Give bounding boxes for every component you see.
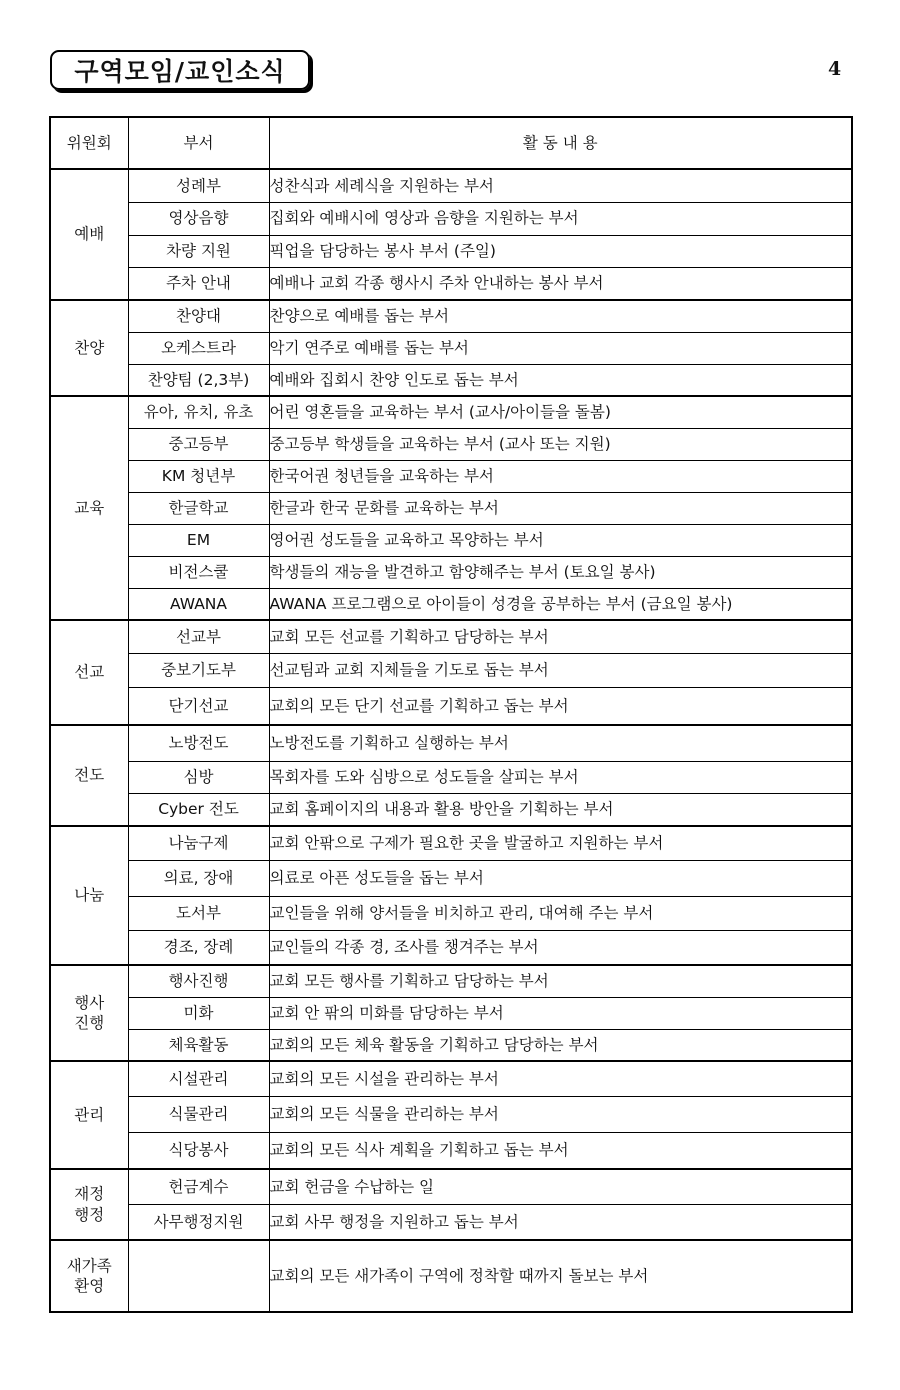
committee-group: [50, 725, 852, 826]
department-cell: 심방: [128, 761, 269, 793]
table-row: [50, 1132, 852, 1169]
column-header-committee: 위원회: [50, 117, 128, 169]
table-row: [50, 860, 852, 896]
activity-cell: 교회의 모든 시설을 관리하는 부서: [269, 1061, 852, 1096]
activity-cell: 교회 안팎으로 구제가 필요한 곳을 발굴하고 지원하는 부서: [269, 826, 852, 860]
department-cell: 주차 안내: [128, 267, 269, 300]
department-cell: 식당봉사: [128, 1132, 269, 1169]
table-row: [50, 588, 852, 620]
department-cell: [128, 1240, 269, 1312]
committee-cell: 관리: [50, 1061, 128, 1169]
table-row: [50, 826, 852, 860]
department-cell: EM: [128, 524, 269, 556]
table-row: [50, 202, 852, 235]
section-title-box: [50, 50, 310, 90]
table-row: [50, 687, 852, 725]
department-cell: 의료, 장애: [128, 860, 269, 896]
activity-cell: 중고등부 학생들을 교육하는 부서 (교사 또는 지원): [269, 428, 852, 460]
department-cell: 미화: [128, 997, 269, 1029]
department-cell: 나눔구제: [128, 826, 269, 860]
activity-cell: 어린 영혼들을 교육하는 부서 (교사/아이들을 돌봄): [269, 396, 852, 428]
committee-group: [50, 620, 852, 725]
activity-cell: 영어권 성도들을 교육하고 목양하는 부서: [269, 524, 852, 556]
department-cell: 한글학교: [128, 492, 269, 524]
activity-cell: 집회와 예배시에 영상과 음향을 지원하는 부서: [269, 202, 852, 235]
activity-cell: 찬양으로 예배를 돕는 부서: [269, 300, 852, 332]
committee-cell: 예배: [50, 169, 128, 300]
activity-cell: 교인들을 위해 양서들을 비치하고 관리, 대여해 주는 부서: [269, 896, 852, 930]
activity-cell: 교회 모든 행사를 기획하고 담당하는 부서: [269, 965, 852, 997]
department-cell: 차량 지원: [128, 235, 269, 267]
department-cell: 경조, 장례: [128, 930, 269, 965]
activity-cell: 교회의 모든 식사 계획을 기획하고 돕는 부서: [269, 1132, 852, 1169]
committee-group: [50, 1061, 852, 1169]
activity-cell: AWANA 프로그램으로 아이들이 성경을 공부하는 부서 (금요일 봉사): [269, 588, 852, 620]
activity-cell: 교회 헌금을 수납하는 일: [269, 1169, 852, 1204]
activity-cell: 예배나 교회 각종 행사시 주차 안내하는 봉사 부서: [269, 267, 852, 300]
table-row: [50, 653, 852, 687]
table-row: [50, 793, 852, 826]
department-cell: 사무행정지원: [128, 1204, 269, 1240]
department-cell: 찬양대: [128, 300, 269, 332]
activity-cell: 예배와 집회시 찬양 인도로 돕는 부서: [269, 364, 852, 396]
department-cell: 유아, 유치, 유초: [128, 396, 269, 428]
department-cell: 비전스쿨: [128, 556, 269, 588]
department-cell: 식물관리: [128, 1096, 269, 1132]
committee-group: [50, 1169, 852, 1240]
department-cell: 오케스트라: [128, 332, 269, 364]
table-row: [50, 300, 852, 332]
activity-cell: 한국어권 청년들을 교육하는 부서: [269, 460, 852, 492]
activity-cell: 교회 모든 선교를 기획하고 담당하는 부서: [269, 620, 852, 653]
department-cell: 성례부: [128, 169, 269, 202]
department-cell: 도서부: [128, 896, 269, 930]
table-row: [50, 169, 852, 202]
department-cell: 영상음향: [128, 202, 269, 235]
department-table: [49, 116, 853, 1313]
department-cell: 중보기도부: [128, 653, 269, 687]
activity-cell: 의료로 아픈 성도들을 돕는 부서: [269, 860, 852, 896]
committee-cell: 행사 진행: [50, 965, 128, 1061]
section-title: 구역모임/교인소식: [74, 57, 286, 86]
table-row: [50, 267, 852, 300]
table-row: [50, 896, 852, 930]
table-row: [50, 761, 852, 793]
table-row: [50, 965, 852, 997]
activity-cell: 교회의 모든 새가족이 구역에 정착할 때까지 돌보는 부서: [269, 1240, 852, 1312]
activity-cell: 교회의 모든 식물을 관리하는 부서: [269, 1096, 852, 1132]
committee-cell: 재정 행정: [50, 1169, 128, 1240]
activity-cell: 교회 사무 행정을 지원하고 돕는 부서: [269, 1204, 852, 1240]
activity-cell: 학생들의 재능을 발견하고 함양해주는 부서 (토요일 봉사): [269, 556, 852, 588]
table-row: [50, 1240, 852, 1312]
activity-cell: 목회자를 도와 심방으로 성도들을 살피는 부서: [269, 761, 852, 793]
department-cell: 노방전도: [128, 725, 269, 761]
activity-cell: 교회의 모든 체육 활동을 기획하고 담당하는 부서: [269, 1029, 852, 1061]
committee-group: [50, 965, 852, 1061]
table-row: [50, 620, 852, 653]
department-cell: 단기선교: [128, 687, 269, 725]
department-cell: 체육활동: [128, 1029, 269, 1061]
column-header-activity: 활 동 내 용: [269, 117, 852, 169]
table-row: [50, 1061, 852, 1096]
activity-cell: 성찬식과 세례식을 지원하는 부서: [269, 169, 852, 202]
committee-cell: 선교: [50, 620, 128, 725]
table-row: [50, 524, 852, 556]
department-cell: 헌금계수: [128, 1169, 269, 1204]
table-row: [50, 460, 852, 492]
department-cell: KM 청년부: [128, 460, 269, 492]
committee-group: [50, 300, 852, 396]
committee-group: [50, 1240, 852, 1312]
committee-cell: 나눔: [50, 826, 128, 965]
table-row: [50, 997, 852, 1029]
table-row: [50, 396, 852, 428]
table-row: [50, 364, 852, 396]
activity-cell: 교회 홈페이지의 내용과 활용 방안을 기획하는 부서: [269, 793, 852, 826]
activity-cell: 교회의 모든 단기 선교를 기획하고 돕는 부서: [269, 687, 852, 725]
committee-cell: 전도: [50, 725, 128, 826]
table-row: [50, 428, 852, 460]
activity-cell: 교인들의 각종 경, 조사를 챙겨주는 부서: [269, 930, 852, 965]
table-row: [50, 235, 852, 267]
activity-cell: 악기 연주로 예배를 돕는 부서: [269, 332, 852, 364]
activity-cell: 교회 안 팎의 미화를 담당하는 부서: [269, 997, 852, 1029]
committee-group: [50, 396, 852, 620]
department-cell: 찬양팀 (2,3부): [128, 364, 269, 396]
table-row: [50, 1096, 852, 1132]
activity-cell: 한글과 한국 문화를 교육하는 부서: [269, 492, 852, 524]
table-row: [50, 725, 852, 761]
table-row: [50, 1169, 852, 1204]
department-cell: 선교부: [128, 620, 269, 653]
table-row: [50, 332, 852, 364]
activity-cell: 픽업을 담당하는 봉사 부서 (주일): [269, 235, 852, 267]
department-cell: Cyber 전도: [128, 793, 269, 826]
page-number: 4: [828, 58, 842, 80]
department-cell: 중고등부: [128, 428, 269, 460]
column-header-department: 부서: [128, 117, 269, 169]
table-row: [50, 930, 852, 965]
table-row: [50, 1204, 852, 1240]
table-row: [50, 1029, 852, 1061]
department-cell: 시설관리: [128, 1061, 269, 1096]
table-row: [50, 556, 852, 588]
committee-group: [50, 169, 852, 300]
table-header: [50, 117, 852, 169]
activity-cell: 노방전도를 기획하고 실행하는 부서: [269, 725, 852, 761]
table-row: [50, 492, 852, 524]
activity-cell: 선교팀과 교회 지체들을 기도로 돕는 부서: [269, 653, 852, 687]
committee-cell: 찬양: [50, 300, 128, 396]
department-cell: 행사진행: [128, 965, 269, 997]
committee-group: [50, 826, 852, 965]
committee-cell: 교육: [50, 396, 128, 620]
department-cell: AWANA: [128, 588, 269, 620]
committee-cell: 새가족 환영: [50, 1240, 128, 1312]
